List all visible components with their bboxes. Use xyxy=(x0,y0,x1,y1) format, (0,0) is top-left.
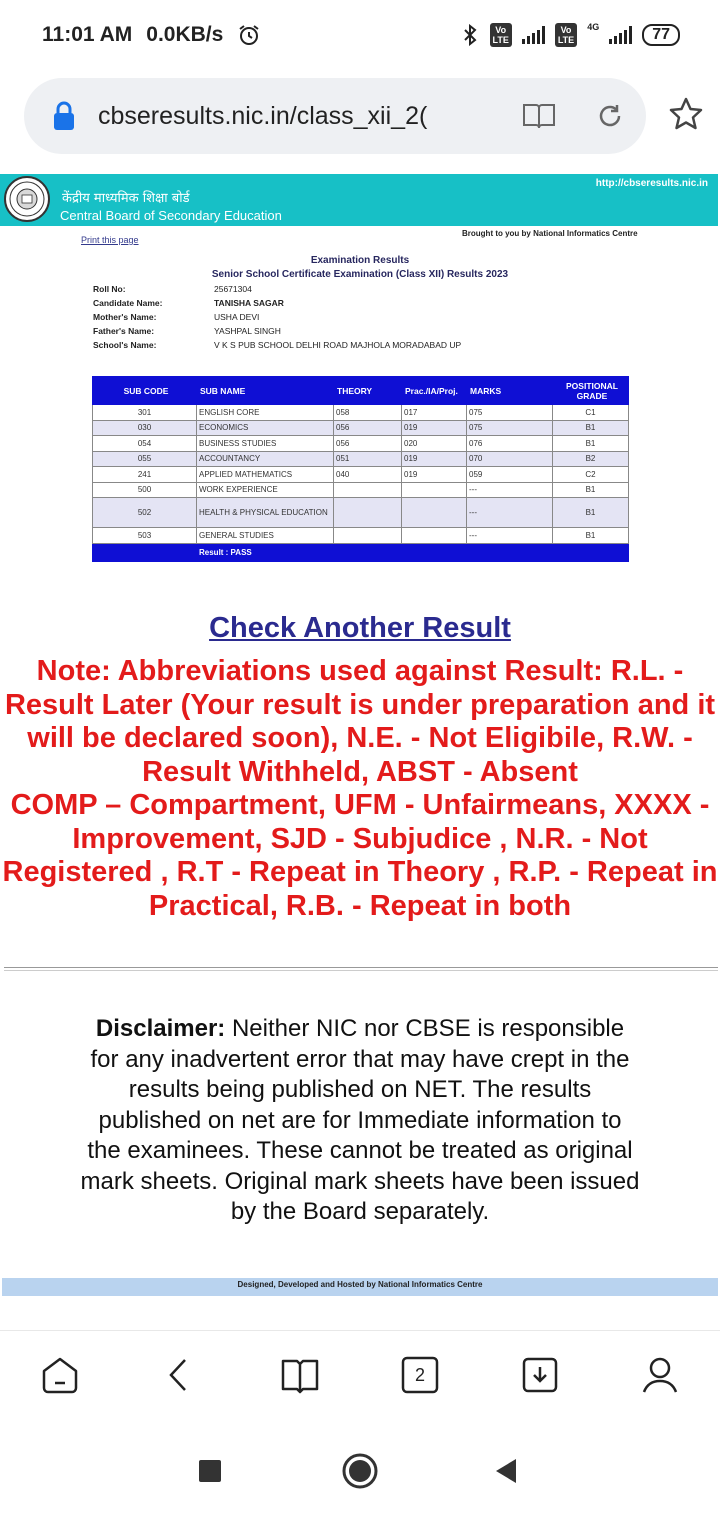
table-row: 241 APPLIED MATHEMATICS 040 019 059 C2 xyxy=(93,467,629,483)
tab-count: 2 xyxy=(414,1364,425,1385)
network-speed: 0.0KB/s xyxy=(146,23,224,46)
result-status: Result : PASS xyxy=(197,543,629,561)
home-button-icon[interactable] xyxy=(341,1452,379,1490)
exam-title: Examination Results xyxy=(310,255,410,266)
site-url[interactable]: http://cbseresults.nic.in xyxy=(595,178,708,189)
volte-badge: Vo LTE xyxy=(490,23,512,47)
tabs-button[interactable] xyxy=(400,1355,440,1395)
clock: 11:01 AM xyxy=(42,23,133,46)
abbreviations-note: Note: Abbreviations used against Result: R.L. - Result Later (Your result is under preparation and it will be declared soon), N.E. - Not Eligibile, R.W. - Result Withheld, ABST - Absent COMP – Compartment, UFM - Unfairmeans, XXXX - Improvement, SJD - Subjudice , N.R. - Not Registered , R.T - Repeat in Theory , R.P. - Repeat in Practical, R.B. - Repeat in both xyxy=(2,655,718,922)
col-sub-name: SUB NAME xyxy=(197,377,334,405)
col-grade: POSITIONAL GRADE xyxy=(553,377,629,405)
footer-credit: Designed, Developed and Hosted by National Informatics Centre xyxy=(2,1278,718,1296)
recents-icon[interactable] xyxy=(199,1460,221,1482)
result-row xyxy=(93,543,629,561)
bookmarks-icon[interactable] xyxy=(280,1355,320,1395)
board-name-hindi: केंद्रीय माध्यमिक शिक्षा बोर्ड xyxy=(62,191,190,206)
table-row: 055 ACCOUNTANCY 051 019 070 B2 xyxy=(93,451,629,467)
volte-badge-2: Vo LTE xyxy=(555,23,577,47)
reload-icon[interactable] xyxy=(596,102,624,130)
disclaimer: Disclaimer: Neither NIC nor CBSE is responsible for any inadvertent error that may have crept in the results being published on NET. The results published on net are for Immediate information to the examinees. These cannot be treated as original mark sheets. Original mark sheets have been issued by the Board separately. xyxy=(80,1015,640,1225)
exam-subtitle: Senior School Certificate Examination (Class XII) Results 2023 xyxy=(211,269,509,280)
table-row: 500 WORK EXPERIENCE --- B1 xyxy=(93,482,629,498)
signal-icon-2 xyxy=(609,26,632,44)
table-row: 502 HEALTH & PHYSICAL EDUCATION --- B1 xyxy=(93,498,629,528)
cbse-logo xyxy=(4,176,50,222)
col-sub-code: SUB CODE xyxy=(93,377,197,405)
alarm-icon xyxy=(237,23,261,47)
col-theory: THEORY xyxy=(334,377,402,405)
bluetooth-icon xyxy=(460,24,480,46)
reader-mode-icon[interactable] xyxy=(522,102,556,130)
divider xyxy=(4,967,718,971)
table-row: 301 ENGLISH CORE 058 017 075 C1 xyxy=(93,405,629,421)
back-icon[interactable] xyxy=(160,1355,200,1395)
bookmark-star-icon[interactable] xyxy=(668,96,704,132)
battery-indicator: 77 xyxy=(642,24,680,46)
cbse-header-banner xyxy=(0,174,718,226)
print-page-link[interactable]: Print this page xyxy=(81,235,139,245)
board-name-english: Central Board of Secondary Education xyxy=(60,208,282,223)
col-marks: MARKS xyxy=(467,377,553,405)
lock-icon[interactable] xyxy=(52,101,76,131)
check-another-result-link[interactable]: Check Another Result xyxy=(209,612,511,644)
table-row: 503 GENERAL STUDIES --- B1 xyxy=(93,528,629,544)
status-bar xyxy=(0,0,720,70)
url-text[interactable]: cbseresults.nic.in/class_xii_2( xyxy=(98,101,428,130)
table-row: 054 BUSINESS STUDIES 056 020 076 B1 xyxy=(93,436,629,452)
browser-toolbar xyxy=(0,1330,720,1424)
network-type: 4G xyxy=(587,22,600,32)
system-navigation-bar xyxy=(0,1424,720,1520)
downloads-icon[interactable] xyxy=(520,1355,560,1395)
address-bar[interactable] xyxy=(24,78,646,154)
profile-icon[interactable] xyxy=(640,1355,680,1395)
results-table xyxy=(92,376,629,562)
signal-icon xyxy=(522,26,545,44)
col-prac: Prac./IA/Proj. xyxy=(402,377,467,405)
table-row: 030 ECONOMICS 056 019 075 B1 xyxy=(93,420,629,436)
home-icon[interactable] xyxy=(40,1355,80,1395)
brought-by-text: Brought to you by National Informatics Centre xyxy=(462,229,638,238)
back-button-icon[interactable] xyxy=(494,1458,518,1484)
